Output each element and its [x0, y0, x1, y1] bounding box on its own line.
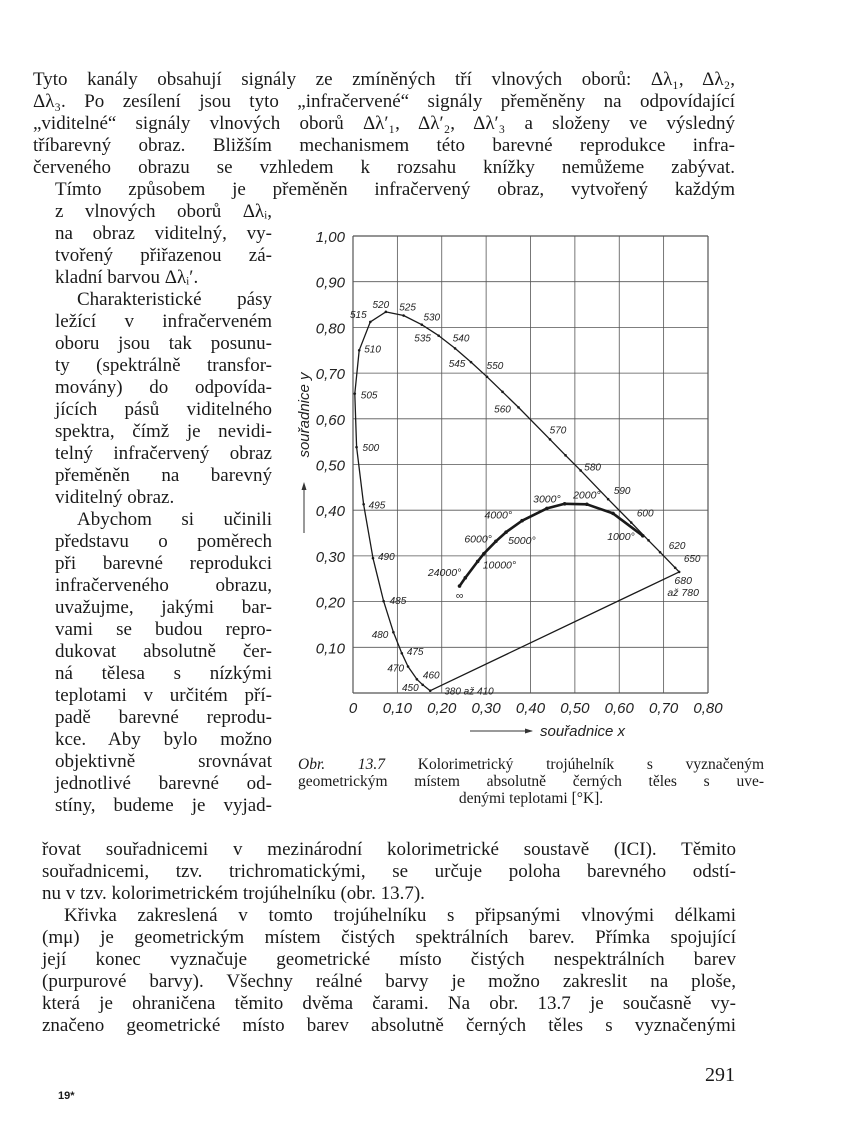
- page-number: 291: [705, 1064, 735, 1086]
- spectral-point: [630, 521, 633, 524]
- text-line: ty (spektrálně transfor-: [55, 355, 272, 376]
- temperature-label: 24000°: [427, 566, 462, 579]
- wavelength-label: 535: [414, 333, 431, 345]
- temperature-point: [563, 502, 567, 506]
- temperature-point: [611, 512, 615, 516]
- wavelength-label: 485: [389, 596, 407, 608]
- text-line: Tyto kanály obsahují signály ze zmíněných tří vlnových oborů: Δλ₁, Δλ₂,: [33, 69, 735, 90]
- y-tick-label: 0,90: [315, 274, 345, 292]
- spectral-point: [358, 349, 361, 352]
- wavelength-label: 650: [683, 553, 701, 565]
- wavelength-label: 570: [549, 425, 567, 437]
- text-line: telný infračervený obraz: [55, 443, 272, 464]
- text-line: vami se budou repro-: [55, 619, 272, 640]
- y-tick-label: 0,40: [315, 503, 345, 521]
- text-line: ná tělesa s nízkými: [55, 663, 272, 684]
- spectral-point: [353, 392, 356, 395]
- wavelength-label: 510: [364, 344, 381, 356]
- text-line: Charakteristické pásy: [77, 289, 272, 310]
- text-line: kce. Aby bylo možno: [55, 729, 272, 750]
- wavelength-label: 590: [613, 486, 631, 498]
- text-line: padě barevné reprodu-: [55, 707, 272, 728]
- text-line: „viditelné“ signály vlnových oborů Δλ′₁, Δλ′₂, Δλ′₃ a složeny ve výsledný: [33, 113, 735, 134]
- spectral-point: [647, 539, 650, 542]
- wavelength-label: 460: [422, 670, 440, 682]
- temperature-label: ∞: [455, 590, 464, 603]
- text-line: přeměněn na barevný: [55, 465, 272, 486]
- spectral-point: [454, 347, 457, 350]
- temperature-point: [520, 519, 524, 523]
- spectral-point: [407, 665, 410, 668]
- bottom-text-block: [42, 839, 736, 1037]
- spectral-point: [674, 566, 677, 569]
- text-line: uvažujme, jakými bar-: [55, 597, 272, 618]
- wavelength-label: 505: [360, 390, 378, 402]
- text-line: jednotlivé barevné od-: [55, 773, 272, 794]
- wavelength-label: 620: [668, 541, 686, 553]
- spectral-point: [382, 600, 385, 603]
- wavelength-label: 540: [452, 333, 470, 345]
- text-line: teplotami v určitém pří-: [55, 685, 272, 706]
- temperature-label: 6000°: [464, 533, 492, 546]
- x-tick-label: 0,40: [515, 700, 546, 717]
- text-line: viditelný obraz.: [55, 487, 175, 508]
- text-line: jících pásů viditelného: [55, 399, 272, 420]
- text-line: červeného obrazu se vzhledem k rozsahu knížky nemůžeme zabývat.: [33, 157, 735, 178]
- temperature-label: 5000°: [508, 535, 536, 548]
- text-line: Abychom si učinili: [77, 509, 272, 530]
- wavelength-label: 545: [448, 359, 466, 371]
- temperature-point: [463, 576, 467, 580]
- x-tick-label: 0,70: [649, 700, 679, 717]
- y-tick-label: 0,60: [315, 411, 345, 429]
- wavelength-label: 520: [372, 299, 390, 311]
- x-axis-arrowhead-icon: [525, 729, 533, 734]
- chromaticity-diagram: [290, 220, 760, 750]
- temperature-label: 3000°: [533, 493, 561, 506]
- temperature-label: 10000°: [482, 559, 517, 572]
- temperature-point: [504, 530, 508, 534]
- x-tick-label: 0,20: [427, 700, 457, 717]
- wavelength-label: 490: [377, 552, 395, 564]
- text-line: objektivně srovnávat: [55, 751, 272, 772]
- text-line: dukovat absolutně čer-: [55, 641, 272, 662]
- temperature-label: 4000°: [484, 509, 513, 522]
- text-line: stíny, budeme je vyjad-: [55, 795, 272, 816]
- x-tick-label: 0,10: [382, 700, 412, 717]
- temperature-label: 2000°: [573, 489, 601, 502]
- y-axis-label: souřadnice y: [296, 372, 313, 458]
- temperature-point: [482, 552, 486, 556]
- signature-mark: 19*: [58, 1090, 75, 1102]
- wavelength-label: 450: [401, 682, 419, 694]
- text-line: tříbarevný obraz. Bližším mechanismem této barevné reprodukce infra-: [33, 135, 735, 156]
- text-line: ležící v infračerveném: [55, 311, 272, 332]
- spectral-point: [437, 334, 440, 337]
- spectral-point: [607, 498, 610, 501]
- spectral-point: [362, 503, 365, 506]
- text-line: Tímto způsobem je přeměněn infračervený obraz, vytvořený každým: [55, 179, 735, 200]
- spectral-point: [470, 361, 473, 364]
- text-line: při barevné reprodukci: [55, 553, 272, 574]
- text-line: její konec vyznačuje geometrické místo čistých nespektrálních barev: [42, 949, 736, 970]
- wavelength-label: 560: [494, 404, 511, 416]
- temperature-point: [458, 584, 462, 588]
- y-tick-label: 0,50: [315, 457, 345, 475]
- spectral-point: [501, 391, 504, 394]
- text-line: oboru jsou tak posunu-: [55, 333, 272, 354]
- text-line: tvořený přiřazenou zá-: [55, 245, 272, 266]
- y-axis-arrowhead-icon: [302, 482, 307, 490]
- temperature-point: [585, 502, 589, 506]
- spectral-point: [549, 438, 552, 441]
- text-line: na obraz viditelný, vy-: [55, 223, 272, 244]
- y-tick-label: 0,10: [315, 640, 345, 658]
- temperature-point: [494, 539, 498, 543]
- spectral-point: [421, 683, 424, 686]
- text-line: řovat souřadnicemi v mezinárodní kolorimetrické soustavě (ICI). Těmito: [42, 839, 736, 860]
- text-line: představu o poměrech: [55, 531, 272, 552]
- caption-line-2: geometrickým místem absolutně černých těles s uve-: [298, 773, 764, 790]
- text-line: Δλ₃. Po zesílení jsou tyto „infračervené“ signály přeměněny na odpovídající: [33, 91, 735, 112]
- y-tick-label: 0,80: [315, 320, 345, 338]
- spectral-point: [659, 551, 662, 554]
- x-tick-label: 0,50: [560, 700, 590, 717]
- x-tick-label: 0,60: [604, 700, 634, 717]
- text-line: (purpurové barvy). Všechny reálné barvy je možno zakreslit na ploše,: [42, 971, 736, 992]
- wavelength-label: 600: [636, 508, 654, 520]
- text-line: z vlnových oborů Δλᵢ,: [55, 201, 272, 222]
- side-column-text: [55, 201, 272, 817]
- wavelength-label: 530: [423, 312, 441, 324]
- wavelength-label: 500: [362, 443, 380, 455]
- spectral-point: [401, 652, 404, 655]
- spectral-point: [392, 631, 395, 634]
- temperature-point: [641, 534, 645, 538]
- spectral-point: [355, 446, 358, 449]
- temperature-point: [545, 507, 549, 511]
- spectral-point: [564, 454, 567, 457]
- spectral-point: [579, 469, 582, 472]
- caption-line-3: denými teplotami [°K].: [458, 790, 604, 807]
- spectral-point: [678, 571, 681, 574]
- spectral-point: [420, 323, 423, 326]
- wavelength-label: 515: [349, 309, 367, 321]
- spectral-point: [402, 314, 405, 317]
- wavelength-label: 380 až 410: [444, 686, 494, 698]
- wavelength-label: 680 až 780: [667, 574, 699, 599]
- spectral-point: [486, 375, 489, 378]
- text-line: Křivka zakreslená v tomto trojúhelníku s připsanými vlnovými délkami: [64, 905, 736, 926]
- wavelength-label: 580: [584, 462, 601, 474]
- y-tick-label: 1,00: [315, 229, 345, 246]
- text-line: značeno geometrické místo barev absolutně černých těles s vyznačenými: [42, 1015, 736, 1036]
- spectral-point: [385, 311, 388, 314]
- spectral-point: [369, 321, 372, 324]
- wavelength-label: 495: [368, 500, 386, 512]
- spectral-locus-line: [355, 312, 679, 691]
- text-line: kladní barvou Δλᵢ′.: [55, 267, 199, 288]
- figure-caption: [298, 756, 764, 807]
- y-tick-label: 0,30: [315, 548, 345, 566]
- wavelength-label: 525: [399, 302, 416, 314]
- temperature-point: [476, 560, 480, 564]
- spectral-point: [429, 689, 432, 692]
- caption-label: Obr. 13.7: [298, 756, 386, 773]
- y-tick-label: 0,70: [315, 366, 345, 384]
- wavelength-label: 480: [371, 630, 389, 642]
- x-tick-label: 0,30: [471, 700, 501, 717]
- y-tick-label: 0,20: [315, 594, 345, 612]
- spectral-point: [517, 406, 520, 409]
- wavelength-label: 470: [387, 663, 405, 675]
- text-line: infračerveného obrazu,: [55, 575, 272, 596]
- text-line: movány) do odpovída-: [55, 377, 272, 398]
- spectral-point: [372, 557, 375, 560]
- text-line: souřadnicemi, tzv. trichromatickými, se určuje poloha barevného odstí-: [42, 861, 736, 882]
- wavelength-label: 475: [406, 647, 424, 659]
- text-line: nu v tzv. kolorimetrickém trojúhelníku (obr. 13.7).: [42, 883, 425, 904]
- text-line: která je ohraničena těmito dvěma čarami. Na obr. 13.7 je současně vy-: [42, 993, 736, 1014]
- spectral-point: [416, 678, 419, 681]
- x-tick-label: 0: [348, 700, 358, 717]
- text-line: (mμ) je geometrickým místem čistých spektrálních barev. Přímka spojující: [42, 927, 736, 948]
- top-text-block: [33, 69, 735, 201]
- x-axis-label: souřadnice x: [540, 723, 626, 740]
- wavelength-label: 550: [486, 360, 504, 372]
- text-line: spektra, čímž je nevidi-: [55, 421, 272, 442]
- caption-line-1: Kolorimetrický trojúhelník s vyznačeným: [417, 756, 765, 773]
- x-tick-label: 0,80: [693, 700, 723, 717]
- temperature-label: 1000°: [607, 530, 635, 543]
